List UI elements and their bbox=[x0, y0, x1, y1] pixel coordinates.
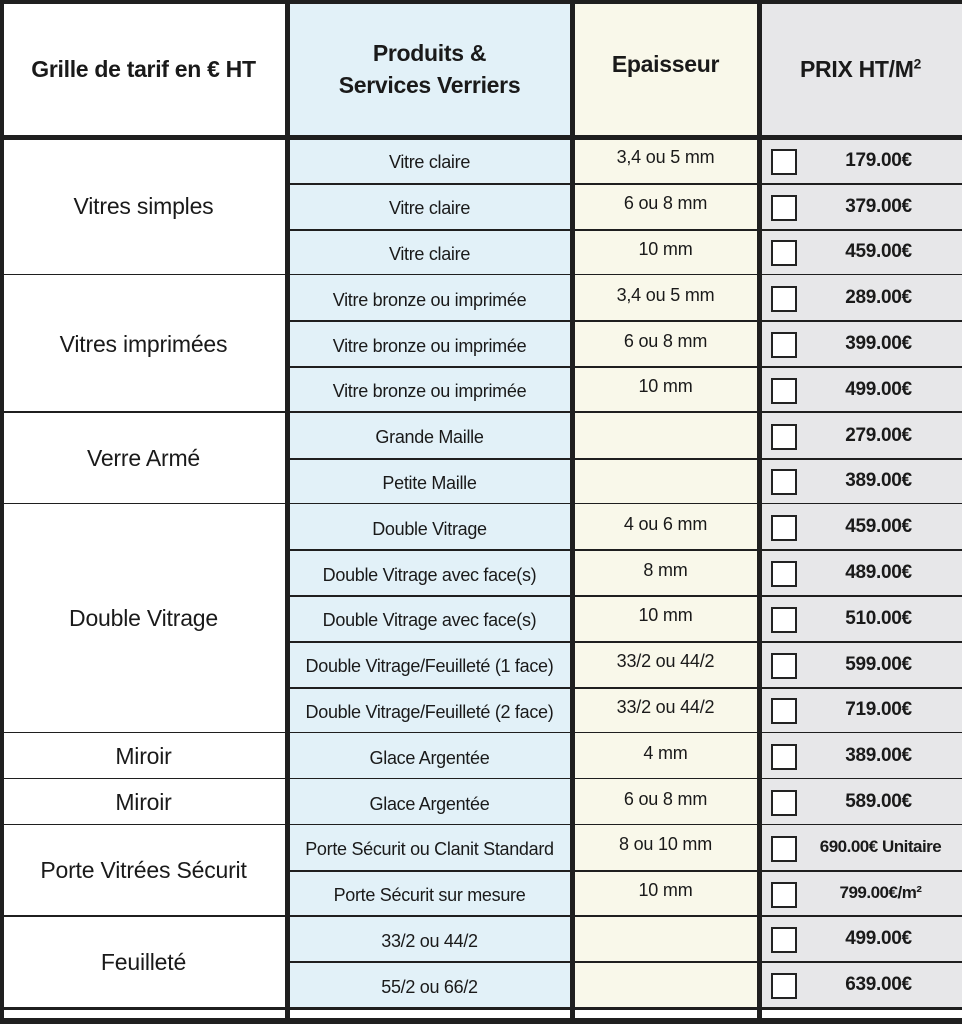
header-tariff-grid bbox=[0, 0, 287, 138]
price-cell bbox=[759, 779, 962, 825]
price-cell bbox=[759, 596, 962, 642]
group-label-vitres-imprimees: Vitres imprimées bbox=[0, 275, 287, 412]
header-tariff-grid-label: Grille de tarif en € HT bbox=[31, 56, 256, 82]
thickness-cell: 4 mm bbox=[572, 733, 759, 779]
header-thickness-label: Epaisseur bbox=[611, 51, 720, 77]
row-divider bbox=[287, 458, 962, 460]
group-label-vitres-simples: Vitres simples bbox=[0, 138, 287, 275]
price-value: 289.00€ bbox=[845, 287, 912, 309]
row-divider bbox=[287, 687, 962, 689]
product-cell: Glace Argentée bbox=[287, 779, 572, 825]
select-checkbox[interactable] bbox=[771, 973, 797, 999]
row-divider bbox=[287, 641, 962, 643]
header-price-per-m2 bbox=[759, 0, 962, 138]
row-divider bbox=[287, 961, 962, 963]
column-divider bbox=[757, 0, 762, 1024]
price-cell bbox=[759, 459, 962, 505]
price-cell bbox=[759, 917, 962, 963]
row-divider bbox=[287, 320, 962, 322]
group-label-double-vitrage: Double Vitrage bbox=[0, 504, 287, 733]
product-cell: Double Vitrage/Feuilleté (2 face) bbox=[287, 688, 572, 734]
price-cell bbox=[759, 825, 962, 871]
thickness-cell: 10 mm bbox=[572, 871, 759, 917]
product-cell: Vitre claire bbox=[287, 184, 572, 230]
row-divider bbox=[287, 870, 962, 872]
group-label-miroir: Miroir bbox=[0, 779, 287, 825]
thickness-cell: 6 ou 8 mm bbox=[572, 184, 759, 230]
thickness-cell bbox=[572, 962, 759, 1008]
group-label-verre-arme: Verre Armé bbox=[0, 413, 287, 505]
select-checkbox[interactable] bbox=[771, 927, 797, 953]
product-cell: Vitre claire bbox=[287, 138, 572, 184]
select-checkbox[interactable] bbox=[771, 561, 797, 587]
row-divider bbox=[287, 549, 962, 551]
thickness-cell: 33/2 ou 44/2 bbox=[572, 688, 759, 734]
price-cell bbox=[759, 550, 962, 596]
price-value: 510.00€ bbox=[845, 607, 912, 629]
product-cell: Double Vitrage bbox=[287, 504, 572, 550]
product-cell: Vitre bronze ou imprimée bbox=[287, 321, 572, 367]
row-divider bbox=[287, 229, 962, 231]
select-checkbox[interactable] bbox=[771, 240, 797, 266]
thickness-cell bbox=[572, 917, 759, 963]
select-checkbox[interactable] bbox=[771, 286, 797, 312]
price-value: 399.00€ bbox=[845, 333, 912, 355]
price-cell bbox=[759, 733, 962, 779]
thickness-cell: 10 mm bbox=[572, 230, 759, 276]
price-cell bbox=[759, 367, 962, 413]
select-checkbox[interactable] bbox=[771, 149, 797, 175]
price-value: 690.00€ Unitaire bbox=[819, 836, 942, 856]
price-value: 379.00€ bbox=[845, 195, 912, 217]
header-price-label: PRIX $HT/M^2$ bbox=[800, 56, 921, 82]
product-cell: Grande Maille bbox=[287, 413, 572, 459]
row-divider bbox=[287, 183, 962, 185]
thickness-cell: 3,4 ou 5 mm bbox=[572, 138, 759, 184]
thickness-cell bbox=[572, 459, 759, 505]
group-divider bbox=[0, 1007, 962, 1010]
header-divider bbox=[0, 135, 962, 140]
row-divider bbox=[287, 366, 962, 368]
select-checkbox[interactable] bbox=[771, 424, 797, 450]
thickness-cell: 3,4 ou 5 mm bbox=[572, 275, 759, 321]
thickness-cell: 33/2 ou 44/2 bbox=[572, 642, 759, 688]
select-checkbox[interactable] bbox=[771, 378, 797, 404]
price-value: 639.00€ bbox=[845, 974, 912, 996]
thickness-cell: 10 mm bbox=[572, 367, 759, 413]
price-value: 719.00€ bbox=[845, 699, 912, 721]
price-cell bbox=[759, 962, 962, 1008]
price-cell bbox=[759, 413, 962, 459]
select-checkbox[interactable] bbox=[771, 882, 797, 908]
product-cell: Double Vitrage avec face(s) bbox=[287, 550, 572, 596]
price-cell bbox=[759, 504, 962, 550]
select-checkbox[interactable] bbox=[771, 790, 797, 816]
select-checkbox[interactable] bbox=[771, 836, 797, 862]
price-value: 279.00€ bbox=[845, 424, 912, 446]
product-cell: Vitre claire bbox=[287, 230, 572, 276]
border-left bbox=[0, 0, 4, 1024]
select-checkbox[interactable] bbox=[771, 469, 797, 495]
price-value: 459.00€ bbox=[845, 516, 912, 538]
price-value: 459.00€ bbox=[845, 241, 912, 263]
price-cell bbox=[759, 871, 962, 917]
header-products-line2: Services Verriers bbox=[338, 72, 521, 98]
price-cell bbox=[759, 275, 962, 321]
price-value: 499.00€ bbox=[845, 378, 912, 400]
price-cell bbox=[759, 642, 962, 688]
product-cell: Double Vitrage avec face(s) bbox=[287, 596, 572, 642]
price-value: 389.00€ bbox=[845, 745, 912, 767]
product-cell: Porte Sécurit ou Clanit Standard bbox=[287, 825, 572, 871]
price-cell bbox=[759, 230, 962, 276]
select-checkbox[interactable] bbox=[771, 653, 797, 679]
select-checkbox[interactable] bbox=[771, 332, 797, 358]
product-cell: Vitre bronze ou imprimée bbox=[287, 275, 572, 321]
select-checkbox[interactable] bbox=[771, 195, 797, 221]
price-value: 489.00€ bbox=[845, 562, 912, 584]
price-cell bbox=[759, 688, 962, 734]
border-bottom bbox=[0, 1018, 962, 1024]
price-value: 599.00€ bbox=[845, 653, 912, 675]
row-divider bbox=[287, 595, 962, 597]
thickness-cell: 8 ou 10 mm bbox=[572, 825, 759, 871]
price-value: 589.00€ bbox=[845, 791, 912, 813]
thickness-cell: 4 ou 6 mm bbox=[572, 504, 759, 550]
header-thickness bbox=[572, 0, 759, 138]
price-value: 389.00€ bbox=[845, 470, 912, 492]
product-cell: Petite Maille bbox=[287, 459, 572, 505]
product-cell: Double Vitrage/Feuilleté (1 face) bbox=[287, 642, 572, 688]
thickness-cell: 8 mm bbox=[572, 550, 759, 596]
product-cell: 55/2 ou 66/2 bbox=[287, 962, 572, 1008]
product-cell: Glace Argentée bbox=[287, 733, 572, 779]
product-cell: Porte Sécurit sur mesure bbox=[287, 871, 572, 917]
group-label-miroir: Miroir bbox=[0, 733, 287, 779]
thickness-cell: 6 ou 8 mm bbox=[572, 321, 759, 367]
select-checkbox[interactable] bbox=[771, 744, 797, 770]
select-checkbox[interactable] bbox=[771, 607, 797, 633]
price-value: 499.00€ bbox=[845, 928, 912, 950]
select-checkbox[interactable] bbox=[771, 515, 797, 541]
product-cell: 33/2 ou 44/2 bbox=[287, 917, 572, 963]
header-products-line1: Produits & bbox=[372, 40, 487, 66]
column-divider bbox=[570, 0, 575, 1024]
thickness-cell: 6 ou 8 mm bbox=[572, 779, 759, 825]
column-divider bbox=[285, 0, 290, 1024]
group-label-feuillete: Feuilleté bbox=[0, 917, 287, 1009]
header-products-services bbox=[287, 0, 572, 138]
product-cell: Vitre bronze ou imprimée bbox=[287, 367, 572, 413]
price-cell bbox=[759, 138, 962, 184]
border-top bbox=[0, 0, 962, 4]
group-label-porte-vitrees-securit: Porte Vitrées Sécurit bbox=[0, 825, 287, 917]
select-checkbox[interactable] bbox=[771, 698, 797, 724]
price-value: 179.00€ bbox=[845, 149, 912, 171]
price-cell bbox=[759, 184, 962, 230]
price-value: 799.00€/m² bbox=[839, 882, 922, 902]
thickness-cell bbox=[572, 413, 759, 459]
price-cell bbox=[759, 321, 962, 367]
thickness-cell: 10 mm bbox=[572, 596, 759, 642]
